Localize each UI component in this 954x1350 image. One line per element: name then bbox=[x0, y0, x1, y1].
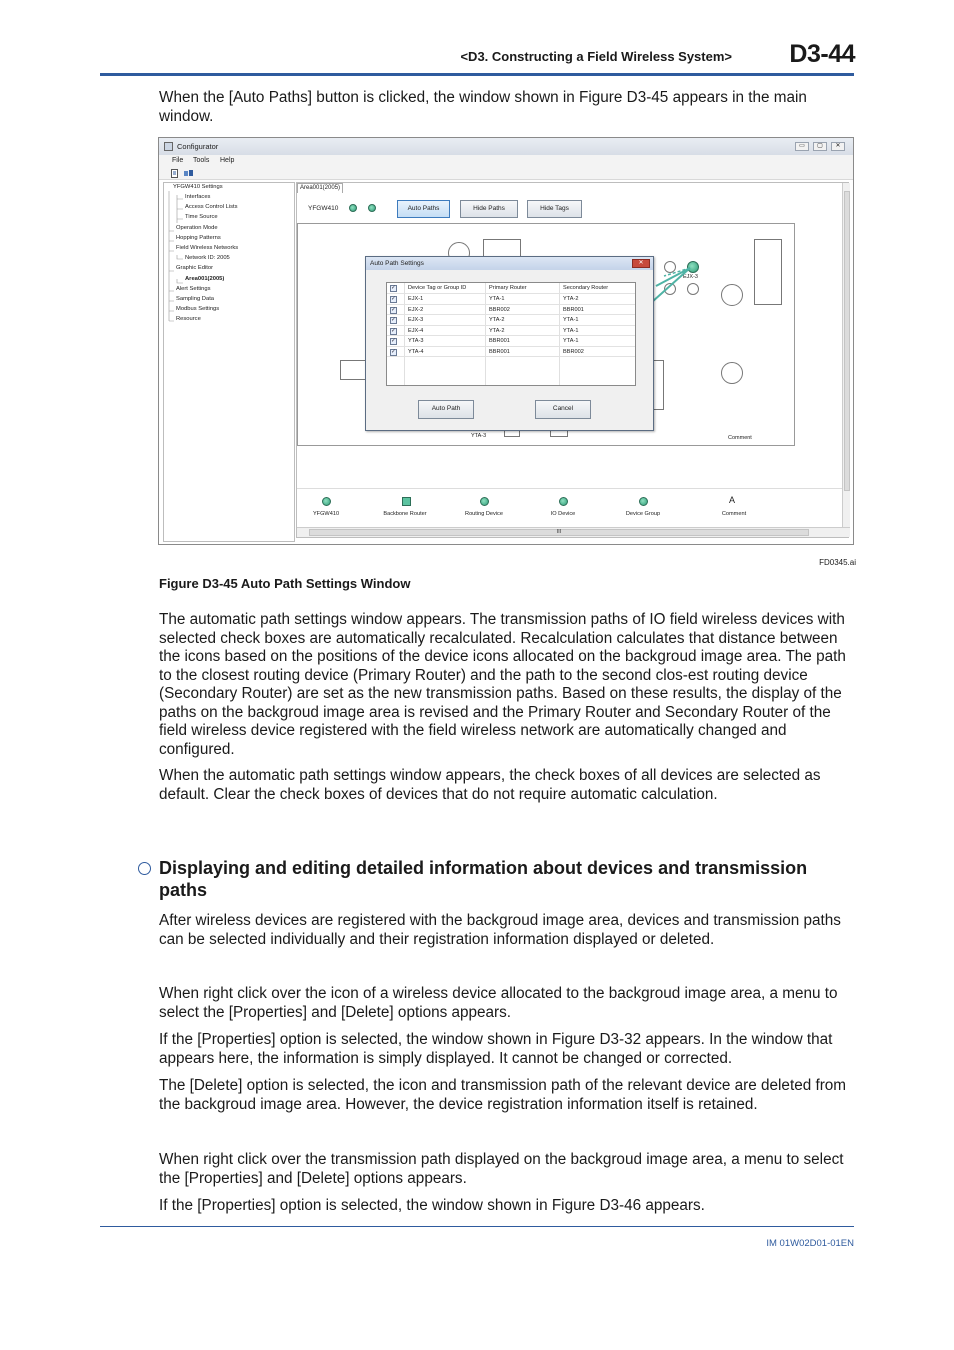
row-checkbox[interactable]: ✓ bbox=[391, 306, 396, 313]
tree-item[interactable]: Interfaces bbox=[185, 194, 211, 200]
primary-router: YTA-1 bbox=[489, 296, 505, 302]
secondary-router: YTA-1 bbox=[563, 317, 579, 323]
table-row[interactable] bbox=[387, 347, 635, 358]
device-path-table bbox=[386, 282, 636, 386]
document-id: IM 01W02D01-01EN bbox=[766, 1238, 854, 1249]
section-bullet-icon bbox=[138, 862, 151, 875]
column-header: Secondary Router bbox=[563, 285, 609, 291]
dialog-title: Auto Path Settings bbox=[370, 260, 424, 267]
tree-item[interactable]: Hopping Patterns bbox=[176, 235, 221, 241]
device-outline bbox=[721, 284, 743, 306]
window-title: Configurator bbox=[177, 142, 219, 151]
device-tag: EJX-4 bbox=[408, 327, 424, 334]
device-tag: EJX-2 bbox=[408, 306, 424, 313]
palette-label: Backbone Router bbox=[383, 511, 427, 517]
body-paragraph: After wireless devices are registered with the backgroud image area, devices and transmission paths can be selected individually and their registration information displayed or deleted. bbox=[159, 912, 841, 948]
configurator-screenshot bbox=[158, 137, 854, 545]
background-image-area[interactable] bbox=[297, 223, 795, 446]
dialog-close-button[interactable]: ✕ bbox=[632, 259, 650, 268]
dialog-title-bar bbox=[366, 257, 653, 270]
auto-path-settings-dialog bbox=[365, 256, 654, 431]
toolbar-icons[interactable] bbox=[171, 169, 195, 178]
equipment-shape bbox=[340, 360, 366, 380]
tree-item[interactable]: Alert Settings bbox=[176, 286, 211, 292]
tree-item[interactable]: YFGW410 Settings bbox=[173, 184, 223, 190]
title-bar bbox=[159, 138, 853, 155]
cancel-button[interactable]: Cancel bbox=[535, 400, 591, 419]
chapter-title: <D3. Constructing a Field Wireless System> bbox=[460, 49, 732, 64]
vertical-scrollbar[interactable] bbox=[842, 183, 850, 527]
body-paragraph: When the automatic path settings window appears, the check boxes of all devices are selected as default. Clear the check boxes of devices that do not require automatic calculation. bbox=[159, 767, 821, 803]
palette-label: IO Device bbox=[550, 511, 576, 517]
tree-item[interactable]: Access Control Lists bbox=[185, 204, 238, 210]
menu-file[interactable]: File bbox=[172, 157, 184, 164]
maximize-button[interactable]: ▢ bbox=[813, 142, 827, 151]
table-row[interactable] bbox=[387, 315, 635, 326]
tree-item[interactable]: Sampling Data bbox=[176, 296, 215, 302]
palette-label: Comment bbox=[721, 511, 747, 517]
footer-rule bbox=[100, 1226, 854, 1227]
secondary-router: BBR002 bbox=[563, 348, 584, 355]
menu-tools[interactable]: Tools bbox=[193, 157, 210, 164]
device-tag: YTA-4 bbox=[408, 348, 424, 355]
tree-item[interactable]: Field Wireless Networks bbox=[176, 245, 239, 251]
palette-label: Routing Device bbox=[465, 511, 503, 517]
primary-router: BBR001 bbox=[489, 338, 510, 344]
gateway-icon bbox=[368, 204, 376, 212]
settings-tree bbox=[163, 182, 295, 542]
device-tag: EJX-1 bbox=[408, 296, 424, 302]
device-tag: EJX-3 bbox=[408, 317, 424, 323]
equipment-shape bbox=[754, 239, 782, 305]
device-palette bbox=[297, 488, 842, 526]
body-paragraph: If the [Properties] option is selected, the window shown in Figure D3-46 appears. bbox=[159, 1197, 705, 1214]
table-row[interactable] bbox=[387, 326, 635, 337]
comment-palette-icon[interactable]: A bbox=[729, 495, 736, 505]
minimize-button[interactable]: ▭ bbox=[795, 142, 809, 151]
body-paragraph: When right click over the transmission path displayed on the backgroud image area, a menu to select the [Properties] and [Delete] options appears. bbox=[159, 1151, 844, 1187]
page-number: D3-44 bbox=[789, 40, 855, 68]
table-row[interactable] bbox=[387, 336, 635, 347]
tree-lines bbox=[164, 183, 184, 323]
row-checkbox[interactable]: ✓ bbox=[391, 296, 396, 302]
device-tag-eja: EJX-3 bbox=[683, 274, 698, 280]
hide-tags-button[interactable]: Hide Tags bbox=[527, 200, 582, 218]
device-tag-yta: YTA-3 bbox=[471, 433, 487, 439]
tree-item[interactable]: Time Source bbox=[185, 214, 218, 220]
secondary-router: YTA-1 bbox=[563, 327, 579, 334]
body-paragraph: The [Delete] option is selected, the icon and transmission path of the relevant device are deleted from the backgroud image area. However, the device registration information itself is retained. bbox=[159, 1077, 847, 1113]
column-header: Device Tag or Group ID bbox=[408, 285, 467, 291]
toolbar bbox=[159, 167, 853, 180]
select-all-checkbox[interactable]: ✓ bbox=[391, 285, 396, 291]
secondary-router: YTA-2 bbox=[563, 296, 579, 302]
menu-bar bbox=[159, 155, 853, 167]
tree-item[interactable]: Operation Mode bbox=[176, 225, 218, 231]
device-tag: YTA-3 bbox=[408, 338, 424, 344]
section-heading: Displaying and editing detailed information about devices and transmission paths bbox=[159, 858, 808, 900]
tree-item[interactable]: Resource bbox=[176, 316, 201, 322]
gateway-palette-icon[interactable] bbox=[322, 497, 331, 506]
gateway-label: YFGW410 bbox=[308, 205, 339, 212]
secondary-router: YTA-1 bbox=[563, 338, 579, 344]
table-header-row bbox=[387, 283, 635, 294]
hide-paths-button[interactable]: Hide Paths bbox=[460, 200, 518, 218]
comment-label[interactable]: Comment bbox=[728, 435, 752, 441]
auto-path-button[interactable]: Auto Path bbox=[418, 400, 474, 419]
header-rule bbox=[100, 73, 854, 76]
routing-device-icon[interactable] bbox=[480, 497, 489, 506]
tree-item[interactable]: Modbus Settings bbox=[176, 306, 220, 312]
figure-file-id: FD0345.ai bbox=[819, 558, 856, 567]
auto-paths-button[interactable]: Auto Paths bbox=[397, 200, 450, 218]
close-window-button[interactable]: ✕ bbox=[831, 142, 845, 151]
figure-caption: Figure D3-45 Auto Path Settings Window bbox=[159, 576, 411, 591]
graphic-editor-pane bbox=[296, 182, 849, 538]
gateway-icon bbox=[349, 204, 357, 212]
intro-paragraph: When the [Auto Paths] button is clicked, the window shown in Figure D3-45 appears in the main window. bbox=[159, 89, 807, 125]
scroll-thumb[interactable]: III bbox=[309, 529, 809, 536]
io-device-palette-icon[interactable] bbox=[559, 497, 568, 506]
body-paragraph: When right click over the icon of a wireless device allocated to the backgroud image area, a menu to select the [Properties] and [Delete] options appears. bbox=[159, 985, 838, 1021]
palette-label: Device Group bbox=[625, 511, 661, 517]
table-row[interactable] bbox=[387, 294, 635, 305]
backbone-router-icon[interactable] bbox=[402, 497, 411, 506]
scroll-thumb[interactable] bbox=[844, 191, 850, 491]
horizontal-scrollbar[interactable] bbox=[297, 527, 850, 537]
row-checkbox[interactable]: ✓ bbox=[391, 338, 396, 344]
tree-item[interactable]: Graphic Editor bbox=[176, 265, 214, 271]
tree-item[interactable]: Network ID: 2005 bbox=[185, 255, 230, 261]
menu-help[interactable]: Help bbox=[220, 157, 235, 164]
device-group-icon[interactable] bbox=[639, 497, 648, 506]
column-header: Primary Router bbox=[489, 285, 527, 291]
app-icon bbox=[164, 142, 173, 151]
palette-label: YFGW410 bbox=[312, 511, 340, 517]
table-row[interactable] bbox=[387, 305, 635, 316]
primary-router: YTA-2 bbox=[489, 317, 505, 323]
primary-router: BBR001 bbox=[489, 348, 510, 355]
row-checkbox[interactable]: ✓ bbox=[391, 348, 396, 355]
primary-router: BBR002 bbox=[489, 306, 510, 313]
tree-item-selected[interactable]: Area001(2005) bbox=[185, 276, 225, 282]
device-outline bbox=[721, 362, 743, 384]
secondary-router: BBR001 bbox=[563, 306, 584, 313]
row-checkbox[interactable]: ✓ bbox=[391, 317, 396, 323]
primary-router: YTA-2 bbox=[489, 327, 505, 334]
tab-area001[interactable]: Area001(2005) bbox=[297, 183, 343, 193]
row-checkbox[interactable]: ✓ bbox=[391, 327, 396, 334]
body-paragraph: If the [Properties] option is selected, the window shown in Figure D3-32 appears. In the window that appears here, the information is simply displayed. It cannot be changed or corrected. bbox=[159, 1031, 833, 1067]
body-paragraph: The automatic path settings window appears. The transmission paths of IO field wireless devices with selected check boxes are automatically recalculated. Recalculation calculates that distance between the icons based on the positions of the device icons allocated on the backgroud image area. The path to the closest routing device (Primary Router) and the path to the second clos-est routing device (Secondary Router) are set as the new transmission paths. Based on these results, the display of the paths on the backgroud image area is revised and the Primary Router and Secondary Router of the field wireless device registered with the field wireless network are automatically changed and configured. bbox=[159, 611, 846, 758]
